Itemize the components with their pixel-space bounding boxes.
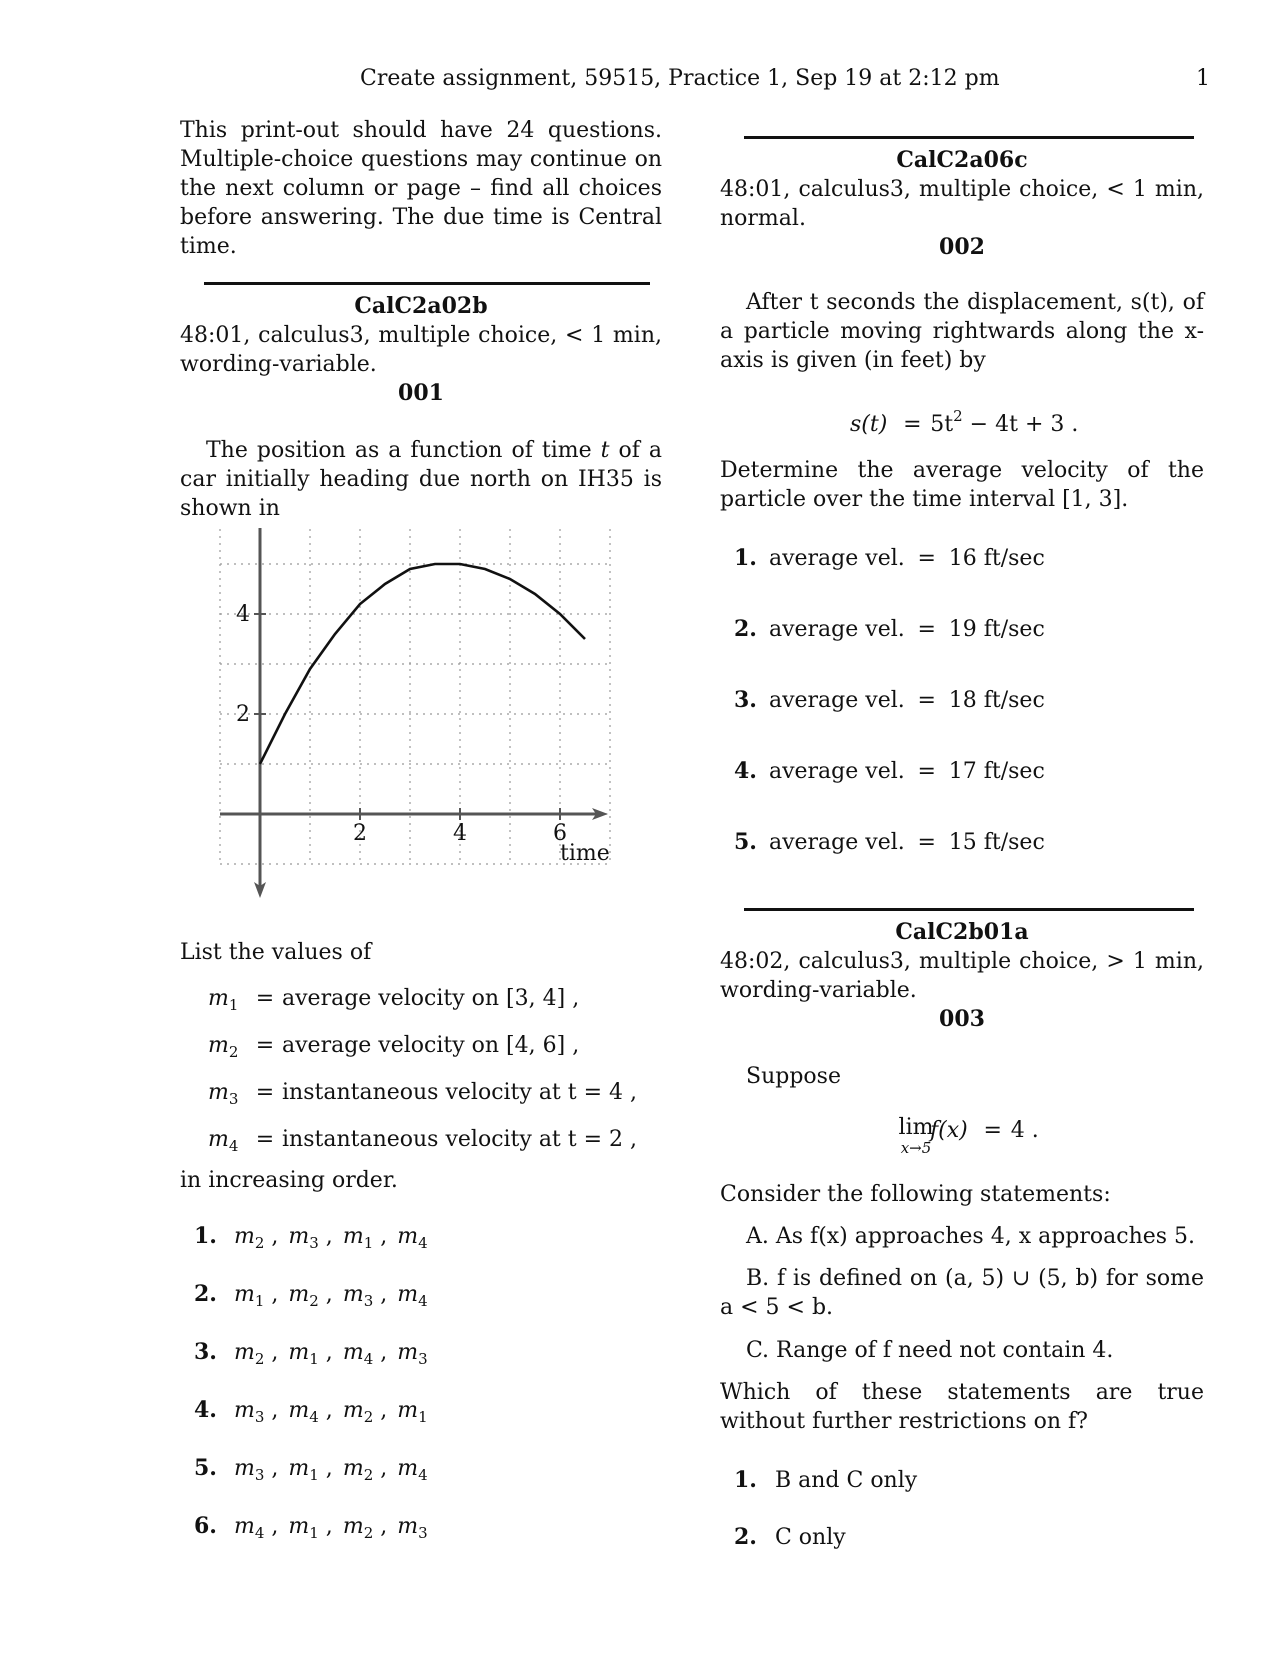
option-term: $m_3$: [397, 1340, 428, 1368]
question-prompt: Which of these statements are true without further restrictions on f?: [720, 1380, 1204, 1434]
answer-option[interactable]: 1. $m_2$ , $m_3$ , $m_1$ , $m_4$: [194, 1223, 428, 1252]
option-term: $m_3$: [397, 1514, 428, 1542]
question-prompt: Determine the average velocity of the particle over the time interval [1, 3].: [720, 458, 1204, 512]
position-time-chart: [200, 528, 650, 908]
answer-option[interactable]: 3. average vel. = 18 ft/sec: [734, 687, 1045, 713]
stem-text: of a car initially heading due north on IH35 is shown in: [180, 438, 663, 521]
option-term: $m_3$: [342, 1282, 374, 1310]
definition-list: [208, 984, 668, 1172]
answer-options: [734, 544, 1194, 899]
consider-text: Consider the following statements:: [720, 1182, 1111, 1207]
answer-option[interactable]: 3. $m_2$ , $m_1$ , $m_4$ , $m_3$: [194, 1339, 428, 1368]
definition-text: instantaneous velocity at t = 2 ,: [282, 1127, 638, 1152]
page-number: 1: [1196, 66, 1210, 91]
option-term: $m_1$: [342, 1224, 374, 1252]
option-term: $m_4$: [288, 1398, 319, 1426]
option-term: $m_4$: [342, 1340, 374, 1368]
intro-paragraph: This print-out should have 24 questions. Multiple-choice questions may continue on the next column or page – find all choices before answering. The due time is Central time.: [180, 118, 662, 259]
definition-symbol: $m_1$: [208, 986, 239, 1014]
list-intro: List the values of: [180, 940, 372, 965]
option-term: $m_1$: [288, 1456, 319, 1484]
answer-option[interactable]: 1. average vel. = 16 ft/sec: [734, 545, 1045, 571]
option-term: $m_4$: [397, 1282, 428, 1310]
question-code: CalC2a02b: [354, 293, 488, 319]
answer-option[interactable]: 1. B and C only: [734, 1467, 918, 1493]
question-code: CalC2a06c: [896, 147, 1028, 173]
question-stem: [180, 436, 662, 523]
definition-symbol: $m_3$: [208, 1080, 239, 1108]
definition-text: instantaneous velocity at t = 4 ,: [282, 1080, 638, 1105]
option-term: $m_4$: [233, 1514, 265, 1542]
answer-options: [194, 1222, 654, 1570]
x-tick-label: 4: [453, 821, 467, 846]
option-term: $m_3$: [288, 1224, 319, 1252]
definition-row: $m_2$ = average velocity on [4, 6] ,: [208, 1031, 668, 1078]
suppose-text: Suppose: [746, 1064, 841, 1089]
question-code: CalC2b01a: [895, 919, 1029, 945]
answer-option[interactable]: 6. $m_4$ , $m_1$ , $m_2$ , $m_3$: [194, 1513, 428, 1542]
limit-operator: lim x→5: [898, 1115, 934, 1157]
answer-options: [734, 1466, 1194, 1580]
option-term: $m_1$: [397, 1398, 428, 1426]
option-term: $m_4$: [397, 1456, 428, 1484]
answer-option[interactable]: 2. $m_1$ , $m_2$ , $m_3$ , $m_4$: [194, 1281, 428, 1310]
option-term: $m_1$: [288, 1514, 319, 1542]
definition-text: average velocity on [4, 6] ,: [282, 1033, 580, 1058]
stem-variable: t: [600, 438, 610, 463]
question-separator: [744, 908, 1194, 911]
answer-option[interactable]: 2. C only: [734, 1524, 846, 1550]
x-tick-label: 2: [353, 821, 367, 846]
answer-option[interactable]: 5. $m_3$ , $m_1$ , $m_2$ , $m_4$: [194, 1455, 428, 1484]
chart-axes: [220, 528, 608, 898]
option-term: $m_4$: [397, 1224, 428, 1252]
option-term: $m_2$: [342, 1456, 374, 1484]
option-term: $m_1$: [233, 1282, 265, 1310]
statement-a: A. As f(x) approaches 4, x approaches 5.: [746, 1224, 1196, 1249]
question-stem: After t seconds the displacement, s(t), of a particle moving rightwards along the x-axis is given (in feet) by: [720, 290, 1204, 373]
question-meta: 48:01, calculus3, multiple choice, < 1 min, wording-variable.: [180, 323, 662, 377]
definition-symbol: $m_4$: [208, 1127, 239, 1155]
option-term: $m_2$: [233, 1224, 265, 1252]
option-term: $m_3$: [233, 1456, 265, 1484]
definition-symbol: $m_2$: [208, 1033, 239, 1061]
answer-option[interactable]: 5. average vel. = 15 ft/sec: [734, 829, 1045, 855]
statement-c: C. Range of f need not contain 4.: [746, 1338, 1114, 1363]
chart-ticks: [236, 602, 567, 846]
option-term: $m_1$: [288, 1340, 319, 1368]
x-tick-label: 6: [553, 821, 567, 846]
definition-row: $m_1$ = average velocity on [3, 4] ,: [208, 984, 668, 1031]
definition-row: $m_4$ = instantaneous velocity at t = 2 ,: [208, 1125, 668, 1172]
question-number: 003: [939, 1006, 985, 1032]
definition-row: $m_3$ = instantaneous velocity at t = 4 ,: [208, 1078, 668, 1125]
option-term: $m_3$: [233, 1398, 265, 1426]
stem-text: The position as a function of time: [206, 438, 592, 463]
answer-option[interactable]: 4. average vel. = 17 ft/sec: [734, 758, 1045, 784]
statement-b: B. f is defined on (a, 5) ∪ (5, b) for some a < 5 < b.: [720, 1266, 1204, 1320]
answer-option[interactable]: 4. $m_3$ , $m_4$ , $m_2$ , $m_1$: [194, 1397, 428, 1426]
option-term: $m_2$: [233, 1340, 265, 1368]
y-tick-label: 4: [236, 602, 250, 627]
page-header-title: Create assignment, 59515, Practice 1, Sep 19 at 2:12 pm: [360, 66, 1000, 91]
question-meta: 48:01, calculus3, multiple choice, < 1 min, normal.: [720, 177, 1204, 231]
question-number: 001: [398, 380, 444, 406]
option-term: $m_2$: [342, 1398, 374, 1426]
option-term: $m_2$: [288, 1282, 319, 1310]
question-meta: 48:02, calculus3, multiple choice, > 1 min, wording-variable.: [720, 949, 1204, 1003]
question-separator: [744, 136, 1194, 139]
limit-expression: f(x) = 4 .: [930, 1118, 1039, 1143]
question-separator: [204, 282, 650, 285]
option-term: $m_2$: [342, 1514, 374, 1542]
definition-text: average velocity on [3, 4] ,: [282, 986, 580, 1011]
order-instruction: in increasing order.: [180, 1168, 398, 1193]
answer-option[interactable]: 2. average vel. = 19 ft/sec: [734, 616, 1045, 642]
displacement-formula: $s(t) = 5t^2 - 4t + 3$ .: [850, 407, 1079, 437]
x-axis-label: time: [560, 841, 610, 866]
y-tick-label: 2: [236, 702, 250, 727]
question-number: 002: [939, 234, 985, 260]
